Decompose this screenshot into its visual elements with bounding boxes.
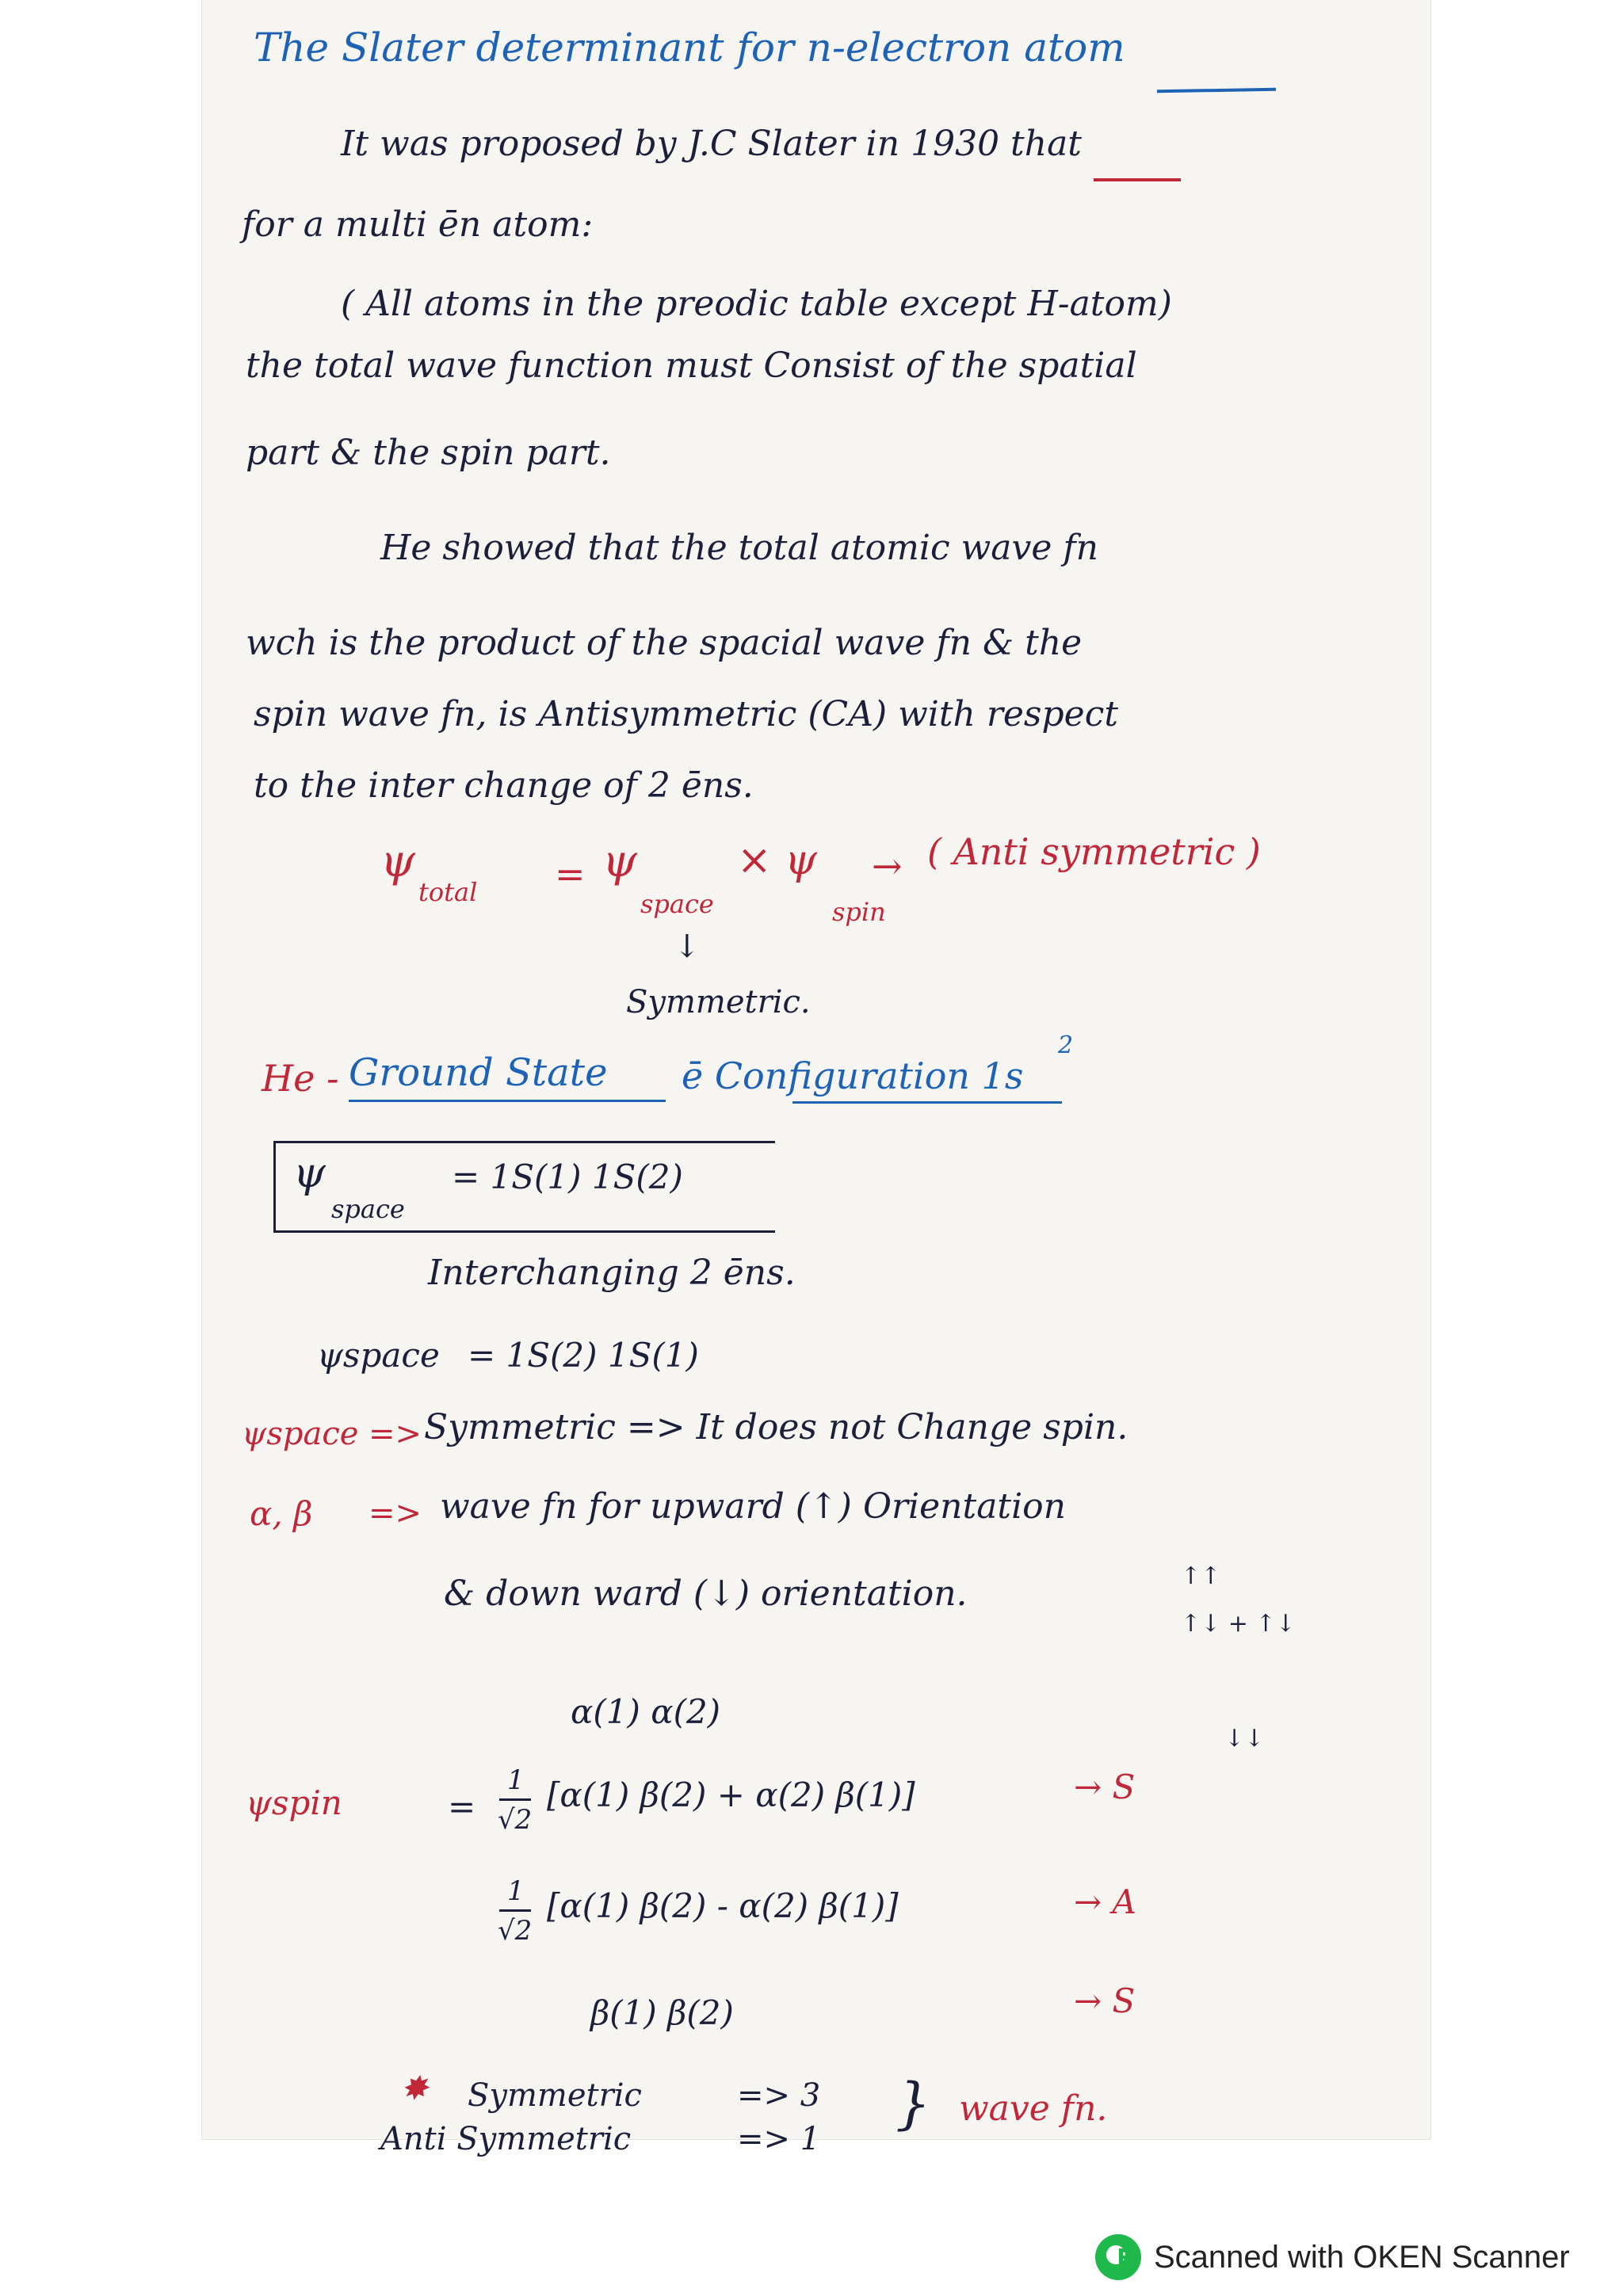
psi-total-symbol: ψ bbox=[380, 836, 415, 887]
sym-statement: Symmetric => It does not Change spin. bbox=[424, 1407, 1128, 1447]
he-prefix: He - bbox=[262, 1057, 339, 1100]
text-line-3: ( All atoms in the preodic table except H-atom) bbox=[341, 284, 1172, 324]
psi-spin-label: ψspin bbox=[246, 1783, 342, 1822]
summary-symmetric: Symmetric bbox=[468, 2077, 642, 2114]
text-line-6: He showed that the total atomic wave fn bbox=[380, 528, 1098, 568]
times-psi-spin: × ψ bbox=[737, 837, 817, 884]
symmetric-tag-1: → S bbox=[1074, 1768, 1136, 1806]
frac-root2-2: √2 bbox=[498, 1915, 533, 1947]
page-title: The Slater determinant for n-electron atom bbox=[254, 25, 1125, 71]
symmetric-tag-2: → S bbox=[1074, 1981, 1136, 2020]
alpha-beta-arrow: => bbox=[369, 1495, 422, 1531]
psi-spin-subscript: spin bbox=[832, 897, 886, 927]
summary-symmetric-count: => 3 bbox=[737, 2077, 821, 2114]
alpha-beta-label: α, β bbox=[250, 1494, 313, 1533]
antisymmetric-tag: → A bbox=[1074, 1882, 1136, 1921]
ground-state-heading: Ground State bbox=[349, 1051, 608, 1095]
configuration-text: ē Configuration 1s bbox=[682, 1055, 1024, 1097]
page-margin bbox=[0, 0, 202, 2139]
boxed-psi-symbol: ψ bbox=[293, 1150, 326, 1197]
sym-psi-space: ψspace bbox=[242, 1416, 359, 1452]
spin-state-symmetric-combo: [α(1) β(2) + α(2) β(1)] bbox=[547, 1775, 915, 1814]
text-line-9: to the inter change of 2 ēns. bbox=[254, 765, 754, 806]
text-line-5: part & the spin part. bbox=[246, 433, 611, 473]
scanner-watermark bbox=[1095, 2234, 1570, 2280]
curly-brace: } bbox=[896, 2071, 931, 2136]
summary-antisymmetric-count: => 1 bbox=[737, 2121, 821, 2157]
spin-state-beta-beta: β(1) β(2) bbox=[590, 1993, 734, 2032]
heading-underline-2 bbox=[792, 1101, 1062, 1104]
swap-expression: = 1S(2) 1S(1) bbox=[468, 1336, 699, 1375]
spin-arrows-scribble-2: ↑↓ + ↑↓ bbox=[1181, 1610, 1296, 1638]
psi-space-symbol: ψ bbox=[602, 836, 637, 887]
text-line-4: the total wave function must Consist of the spatial bbox=[246, 345, 1137, 386]
alpha-beta-description: wave fn for upward (↑) Orientation bbox=[440, 1486, 1067, 1527]
text-line-1: It was proposed by J.C Slater in 1930 that bbox=[341, 124, 1082, 164]
spin-arrows-scribble-3: ↓↓ bbox=[1224, 1725, 1265, 1753]
alpha-beta-description-2: & down ward (↓) orientation. bbox=[444, 1573, 968, 1614]
symmetric-label: Symmetric. bbox=[626, 984, 811, 1020]
psi-total-subscript: total bbox=[418, 877, 478, 907]
psi-spin-equals: = bbox=[448, 1787, 476, 1826]
arrow-down-icon: ↓ bbox=[674, 929, 701, 965]
spin-state-alpha-alpha: α(1) α(2) bbox=[571, 1692, 721, 1731]
antisymmetric-note: ( Anti symmetric ) bbox=[927, 830, 1261, 873]
interchanging-text: Interchanging 2 ēns. bbox=[428, 1253, 796, 1293]
spin-arrows-scribble-1: ↑↑ bbox=[1181, 1562, 1221, 1590]
spin-state-antisymmetric-combo: [α(1) β(2) - α(2) β(1)] bbox=[547, 1886, 899, 1925]
boxed-psi-expression: = 1S(1) 1S(2) bbox=[452, 1158, 683, 1196]
text-line-8: spin wave fn, is Antisymmetric (CA) with respect bbox=[254, 694, 1119, 734]
equals-sign: = bbox=[555, 852, 586, 895]
psi-space-subscript: space bbox=[640, 889, 714, 919]
boxed-psi-subscript: space bbox=[331, 1194, 405, 1224]
arrow-right-icon: → bbox=[872, 845, 903, 887]
swap-psi-space: ψspace bbox=[317, 1336, 440, 1375]
frac-root2-1: √2 bbox=[498, 1804, 533, 1836]
star-icon: ✸ bbox=[400, 2069, 429, 2107]
fraction-bar-1 bbox=[499, 1798, 531, 1801]
summary-wave-fn: wave fn. bbox=[959, 2088, 1108, 2129]
text-line-7: wch is the product of the spacial wave fn & the bbox=[246, 623, 1083, 663]
frac-one-2: 1 bbox=[507, 1875, 525, 1907]
frac-one-1: 1 bbox=[507, 1764, 525, 1796]
red-underline-1930 bbox=[1094, 178, 1181, 181]
text-line-2: for a multi ēn atom: bbox=[242, 204, 594, 245]
config-superscript: 2 bbox=[1058, 1032, 1074, 1059]
watermark-text: Scanned with OKEN Scanner bbox=[1154, 2239, 1570, 2275]
heading-underline-1 bbox=[349, 1100, 666, 1102]
sym-arrow: => bbox=[369, 1416, 422, 1452]
oken-logo-icon bbox=[1095, 2234, 1141, 2280]
fraction-bar-2 bbox=[499, 1909, 531, 1912]
summary-antisymmetric: Anti Symmetric bbox=[380, 2121, 632, 2157]
